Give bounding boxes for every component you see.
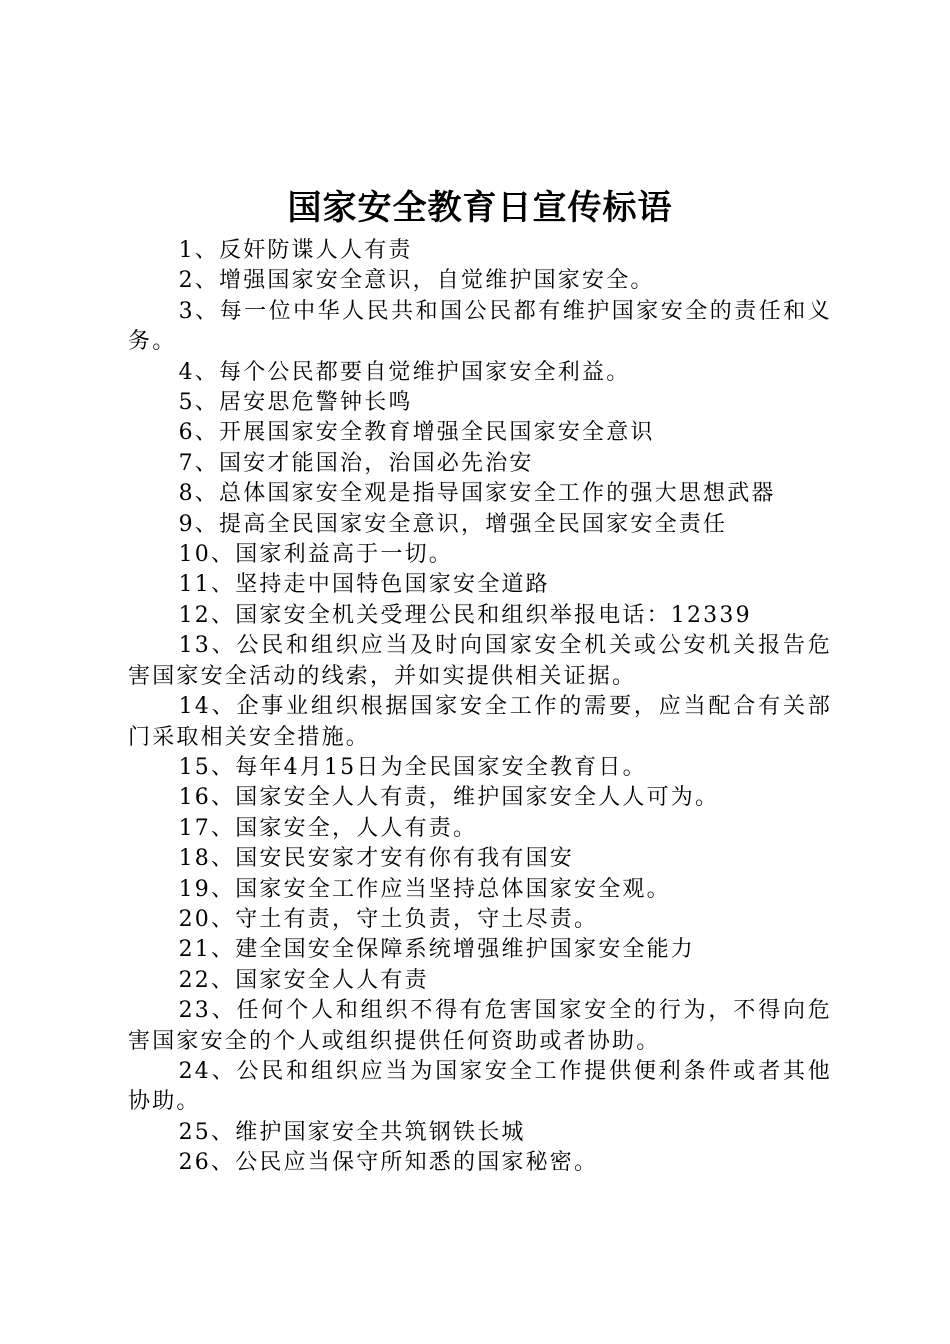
slogan-item: 8、总体国家安全观是指导国家安全工作的强大思想武器: [178, 481, 776, 507]
slogan-item: 22、国家安全人人有责: [178, 967, 429, 993]
slogan-item: 16、国家安全人人有责，维护国家安全人人可为。: [178, 785, 720, 811]
slogan-item: 19、国家安全工作应当坚持总体国家安全观。: [178, 876, 671, 902]
slogan-list: [128, 236, 832, 1179]
slogan-item: 24、公民和组织应当为国家安全工作提供便利条件或者其他协助。: [128, 1058, 832, 1115]
document-title: 国家安全教育日宣传标语: [287, 188, 673, 228]
slogan-item: 9、提高全民国家安全意识，增强全民国家安全责任: [178, 511, 728, 537]
slogan-item: 4、每个公民都要自觉维护国家安全利益。: [178, 359, 631, 385]
slogan-item: 11、坚持走中国特色国家安全道路: [178, 572, 550, 598]
slogan-item: 2、增强国家安全意识，自觉维护国家安全。: [178, 268, 655, 294]
slogan-item: 6、开展国家安全教育增强全民国家安全意识: [178, 420, 655, 446]
slogan-item: 18、国安民安家才安有你有我有国安: [178, 846, 574, 872]
slogan-item: 20、守土有责，守土负责，守土尽责。: [178, 906, 599, 932]
slogan-item: 17、国家安全，人人有责。: [178, 815, 478, 841]
slogan-item: 3、每一位中华人民共和国公民都有维护国家安全的责任和义务。: [128, 298, 832, 355]
slogan-item: 15、每年4月15日为全民国家安全教育日。: [178, 754, 647, 780]
slogan-item: 14、企事业组织根据国家安全工作的需要，应当配合有关部门采取相关安全措施。: [128, 694, 832, 750]
slogan-item: 10、国家利益高于一切。: [178, 542, 453, 568]
slogan-item: 5、居安思危警钟长鸣: [178, 390, 413, 416]
slogan-item: 21、建全国安全保障系统增强维护国家安全能力: [178, 937, 695, 963]
slogan-item: 7、国安才能国治，治国必先治安: [178, 450, 534, 476]
slogan-item: 23、任何个人和组织不得有危害国家安全的行为，不得向危害国家安全的个人或组织提供任何资助或者协助。: [128, 998, 832, 1054]
slogan-item: 13、公民和组织应当及时向国家安全机关或公安机关报告危害国家安全活动的线索，并如实提供相关证据。: [128, 633, 832, 689]
slogan-item: 1、反奸防谍人人有责: [178, 238, 413, 263]
slogan-item: 26、公民应当保守所知悉的国家秘密。: [178, 1150, 599, 1176]
slogan-item: 25、维护国家安全共筑钢铁长城: [178, 1119, 526, 1145]
slogan-item: 12、国家安全机关受理公民和组织举报电话：12339: [178, 602, 752, 628]
